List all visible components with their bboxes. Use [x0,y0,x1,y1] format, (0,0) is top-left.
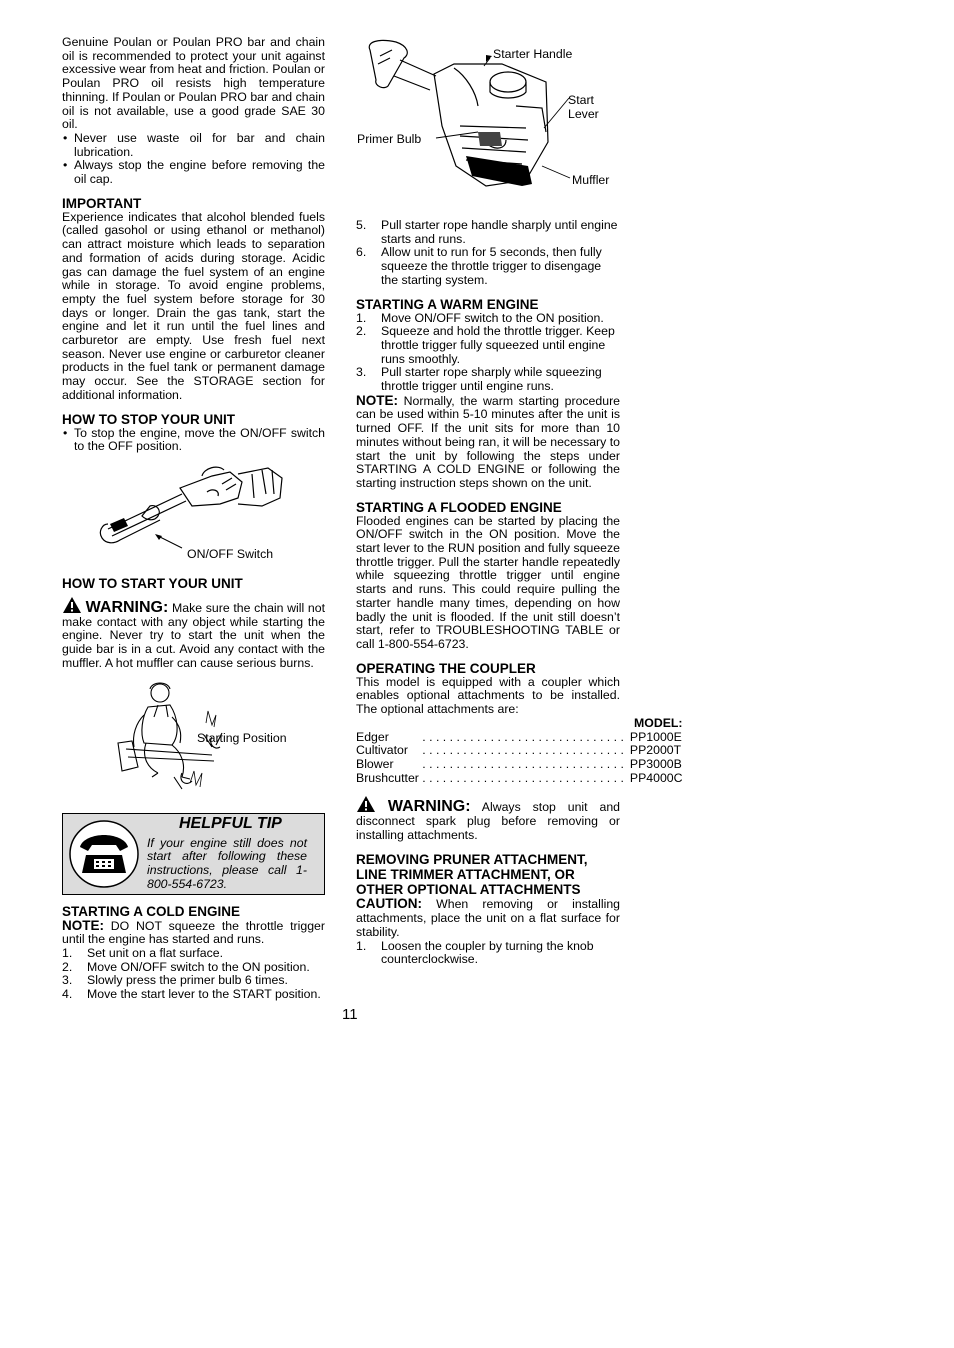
removing-attachments-heading: REMOVING PRUNER ATTACHMENT, LINE TRIMMER ATTACHMENT, OR OTHER OPTIONAL ATTACHMENTS [356,852,588,898]
helpful-tip-title: HELPFUL TIP [179,814,282,832]
starter-handle-label: Starter Handle [493,47,573,61]
helpful-tip-text: If your engine still does not start after following these instructions, please call 1-800-554-6723. [147,835,307,891]
important-heading: IMPORTANT [62,195,142,211]
engine-parts-illustration [356,36,620,214]
attachments-table [356,717,683,786]
note-label: NOTE: [62,917,104,933]
stop-unit-heading: HOW TO STOP YOUR UNIT [62,411,236,427]
list-item: 2. Squeeze and hold the throttle trigger. Keep throttle trigger fully squeezed until engine runs smoothly. [356,324,615,366]
cold-engine-heading: STARTING A COLD ENGINE [62,903,240,919]
warning-label: WARNING: [85,598,169,616]
oil-bullets [62,132,325,187]
cold-steps [62,947,325,1002]
note-text: Normally, the warm starting procedure can be used within 5-10 minutes after the unit is turned OFF. If the unit sits for more than 10 minutes without being ran, it will be necessary to start the unit by following the steps under STARTING A COLD ENGINE or following the starting instruction steps shown on the unit. [356,393,621,490]
start-unit-heading: HOW TO START YOUR UNIT [62,575,243,591]
trimmer-engine-illustration [62,454,325,562]
onoff-switch-figure [62,454,325,562]
oil-intro: Genuine Poulan or Poulan PRO bar and chain oil is recommended to protect your unit against excessive wear from heat and friction. Poulan or Poulan PRO oil resists high temperature thinning. If Poulan or Poulan PRO bar and chain oil is not available, use a good grade SAE 30 oil. [62,35,325,132]
flooded-text: Flooded engines can be started by placing the ON/OFF switch in the ON position. Move the start lever to the RUN position and fully squeeze throttle trigger. Pull the starter handle repeatedly while squeezing throttle trigger until engine starts and runs. This could require pulling the starter handle many times, depending on how badly the unit is flooded. If the unit still doesn’t start, refer to TROUBLESHOOTING TABLE or call 1-800-554-6723. [356,513,620,651]
list-item: 1. Loosen the coupler by turning the knob counterclockwise. [356,938,594,967]
list-item: 5. Pull starter rope handle sharply until engine starts and runs. [356,218,618,246]
stop-bullets [62,427,325,454]
table-row: Blower . . . . . . . . . . . . . . . . . . . . . . . . . . . . . . PP3000B [356,756,682,771]
list-item: 3. Slowly press the primer bulb 6 times. [62,973,288,988]
start-lever-label-1: Start [568,93,594,107]
engine-figure [356,36,620,214]
list-item: • Always stop the engine before removing the oil cap. [62,159,325,186]
warning-label: WARNING: [387,798,471,816]
note-text: DO NOT squeeze the throttle trigger until the engine has started and runs. [62,918,325,947]
cold-steps-continued [356,219,620,288]
warning-triangle-icon [356,795,376,813]
list-item: 2. Move ON/OFF switch to the ON position. [62,959,310,974]
warning-paragraph [62,596,325,671]
model-header: MODEL: [634,715,683,730]
operator-starting-illustration [62,677,325,797]
warm-note [356,394,620,491]
note-label: NOTE: [356,392,398,408]
starting-position-figure [62,677,325,797]
list-item: 3. Pull starter rope sharply while squeezing throttle trigger until engine runs. [356,365,602,394]
list-item: • To stop the engine, move the ON/OFF switch to the OFF position. [62,427,325,454]
list-item: 4. Move the start lever to the START position. [62,987,321,1002]
left-column [62,36,325,1002]
telephone-icon [68,819,140,889]
onoff-switch-label: ON/OFF Switch [187,546,274,561]
table-header-row [356,717,683,731]
flooded-engine-heading: STARTING A FLOODED ENGINE [356,499,562,515]
list-item: • Never use waste oil for bar and chain lubrication. [62,132,325,159]
list-item: 6. Allow unit to run for 5 seconds, then fully squeeze the throttle trigger to disengage the starting system. [356,245,602,287]
primer-bulb-label: Primer Bulb [357,132,422,146]
muffler-label: Muffler [572,173,610,187]
table-row: Edger . . . . . . . . . . . . . . . . . . . . . . . . . . . . . . PP1000E [356,729,682,744]
caution-label: CAUTION: [356,896,422,912]
warning-text: Make sure the chain will not make contact with any object while starting the engine. Never try to start the unit when the guide bar is in a cut. Avoid any contact with the muffler. A hot muffler can cause serious burns. [62,600,325,670]
helpful-tip-box [62,813,325,895]
right-column [356,36,683,967]
removing-steps [356,940,620,967]
cold-note [62,919,325,947]
coupler-text: This model is equipped with a coupler which enables optional attachments to be installed. The optional attachments are: [356,674,620,717]
warning-paragraph [356,795,620,842]
warm-steps [356,312,620,394]
table-row: Brushcutter . . . . . . . . . . . . . . . . . . . . . . . . . . . . . . PP4000C [356,770,683,785]
start-lever-label-2: Lever [568,107,599,121]
warning-triangle-icon [62,596,82,614]
starting-position-label: Starting Position [197,730,287,745]
important-text: Experience indicates that alcohol blended fuels (called gasohol or using ethanol or methanol) can attract moisture which leads to separation and formation of acids during storage. Acidic gas can damage the fuel system of an engine while in storage. To avoid engine problems, empty the fuel system before storage for 30 days or longer. Drain the gas tank, start the engine and let it run until the fuel lines and carburetor are empty. Use fresh fuel next season. Never use engine or carburetor cleaner products in the fuel tank or permanent damage may occur. See the STORAGE section for additional information. [62,209,325,402]
warning-text: Always stop unit and disconnect spark plug before removing or installing attachments. [356,800,620,842]
coupler-heading: OPERATING THE COUPLER [356,660,536,676]
list-item: 1. Move ON/OFF switch to the ON position. [356,310,604,325]
caution-text: When removing or installing attachments, place the unit on a flat surface for stability. [356,897,621,939]
table-row: Cultivator . . . . . . . . . . . . . . . . . . . . . . . . . . . . . . PP2000T [356,743,682,758]
warm-engine-heading: STARTING A WARM ENGINE [356,296,539,312]
caution-paragraph [356,897,620,939]
page-number: 11 [342,1006,358,1023]
list-item: 1. Set unit on a flat surface. [62,945,224,960]
